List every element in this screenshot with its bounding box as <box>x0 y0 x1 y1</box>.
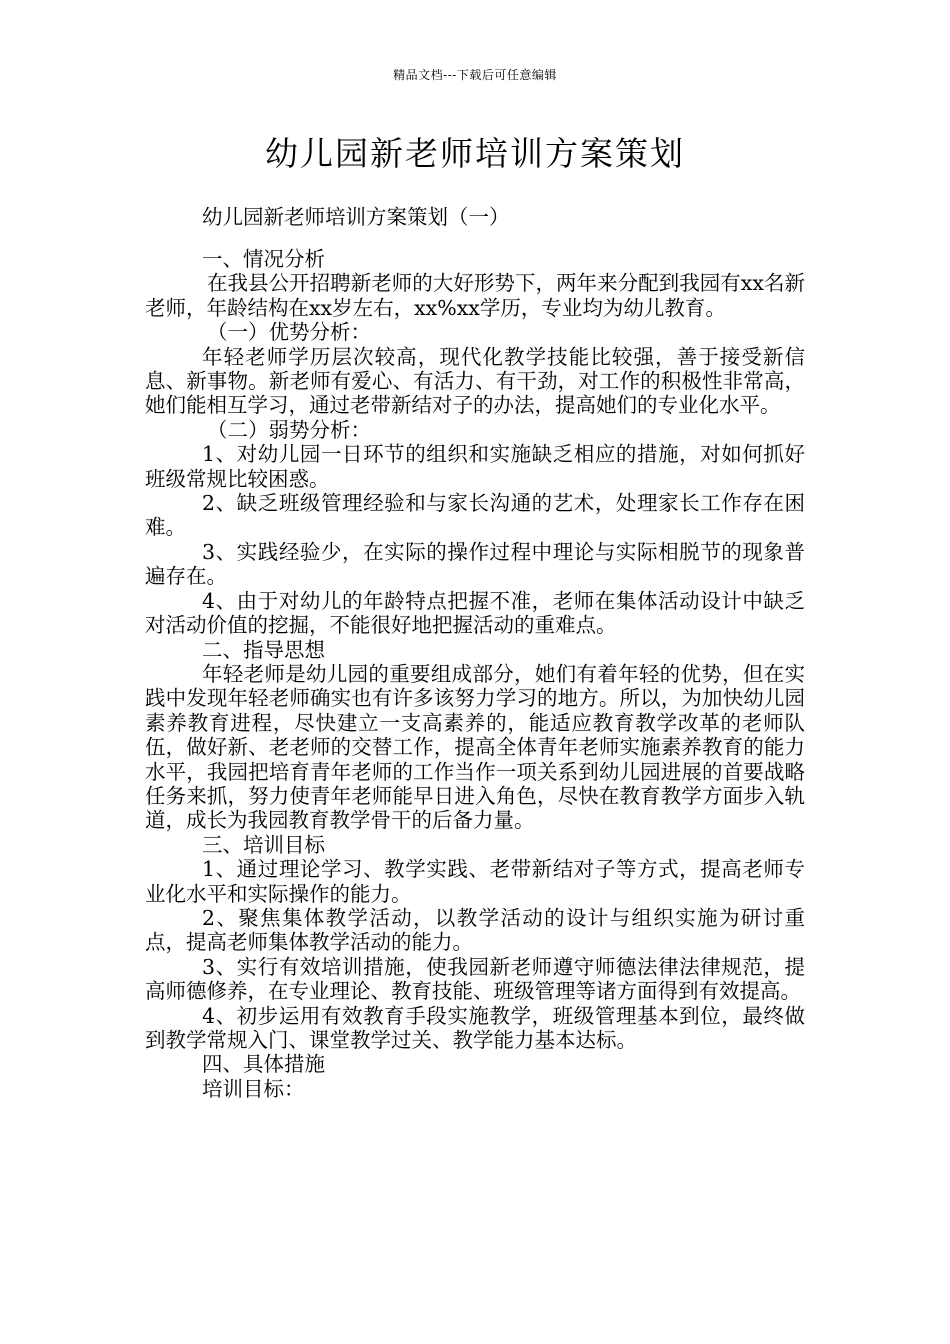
list-item: 1、通过理论学习、教学实践、老带新结对子等方式，提高老师专业化水平和实际操作的能力。 <box>145 857 805 906</box>
list-item: 2、缺乏班级管理经验和与家长沟通的艺术，处理家长工作存在困难。 <box>145 491 805 540</box>
list-item: 1、对幼儿园一日环节的组织和实施缺乏相应的措施，对如何抓好班级常规比较困惑。 <box>145 442 805 491</box>
section-heading: 二、指导思想 <box>202 637 325 662</box>
list-item: 2、聚焦集体教学活动，以教学活动的设计与组织实施为研讨重点，提高老师集体教学活动的能力。 <box>145 905 805 955</box>
page-header-note: 精品文档---下载后可任意编辑 <box>393 68 557 82</box>
body-paragraph: 培训目标： <box>202 1076 305 1101</box>
body-paragraph: 年轻老师学历层次较高，现代化教学技能比较强，善于接受新信息、新事物。新老师有爱心、有活力、有干劲，对工作的积极性非常高，她们能相互学习，通过老带新结对子的办法，提高她们的专业化水平。 <box>145 344 805 418</box>
list-item: 3、实行有效培训措施，使我园新老师遵守师德法律法律规范，提高师德修养，在专业理论、教育技能、班级管理等诸方面得到有效提高。 <box>145 954 805 1004</box>
document-body <box>145 247 805 1101</box>
list-item: 3、实践经验少，在实际的操作过程中理论与实际相脱节的现象普遍存在。 <box>145 539 805 589</box>
section-heading: 一、情况分析 <box>202 247 325 271</box>
list-item: 4、初步运用有效教育手段实施教学，班级管理基本到位，最终做到教学常规入门、课堂教学过关、教学能力基本达标。 <box>145 1003 805 1052</box>
body-paragraph: 年轻老师是幼儿园的重要组成部分，她们有着年轻的优势，但在实践中发现年轻老师确实也有许多该努力学习的地方。所以，为加快幼儿园素养教育进程，尽快建立一支高素养的，能适应教育教学改革的老师队伍，做好新、老老师的交替工作，提高全体青年老师实施素养教育的能力水平，我园把培育青年老师的工作当作一项关系到幼儿园进展的首要战略任务来抓，努力使青年老师能早日进入角色，尽快在教育教学方面步入轨道，成长为我园教育教学骨干的后备力量。 <box>145 661 805 833</box>
subsection-heading: （二）弱势分析： <box>207 417 371 442</box>
list-item: 4、由于对幼儿的年龄特点把握不准，老师在集体活动设计中缺乏对活动价值的挖掘，不能很好地把握活动的重难点。 <box>145 588 805 638</box>
document-title: 幼儿园新老师培训方案策划 <box>265 134 685 173</box>
section-heading: 三、培训目标 <box>202 832 325 857</box>
subsection-heading: （一）优势分析： <box>207 320 371 345</box>
body-paragraph: 在我县公开招聘新老师的大好形势下，两年来分配到我园有xx名新老师，年龄结构在xx岁左右，xx%xx学历，专业均为幼儿教育。 <box>145 271 805 320</box>
document-subtitle: 幼儿园新老师培训方案策划（一） <box>202 205 510 229</box>
section-heading: 四、具体措施 <box>202 1052 325 1077</box>
